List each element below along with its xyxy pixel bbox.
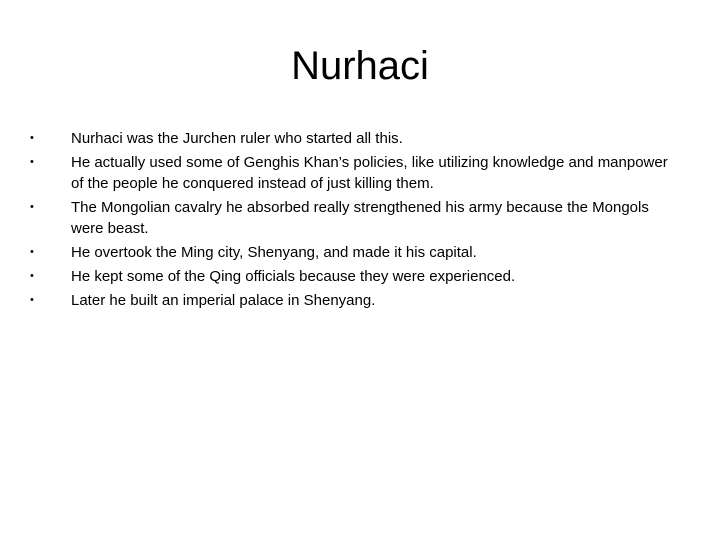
bullet-dot-icon: •	[30, 156, 34, 168]
bullet-text: He overtook the Ming city, Shenyang, and made it his capital.	[71, 244, 477, 261]
bullet-dot-icon: •	[30, 246, 34, 258]
bullet-item	[30, 290, 670, 311]
bullet-text: The Mongolian cavalry he absorbed really strengthened his army because the Mongols were beast.	[71, 199, 649, 237]
bullet-dot-icon: •	[30, 270, 34, 282]
bullet-item	[30, 197, 670, 239]
bullet-item	[30, 128, 670, 149]
bullet-dot-icon: •	[30, 294, 34, 306]
bullet-item	[30, 152, 670, 194]
bullet-item	[30, 266, 670, 287]
bullet-dot-icon: •	[30, 201, 34, 213]
bullet-text: Nurhaci was the Jurchen ruler who started all this.	[71, 130, 403, 147]
bullet-text: He kept some of the Qing officials because they were experienced.	[71, 268, 516, 285]
bullet-dot-icon: •	[30, 132, 34, 144]
bullet-list	[30, 128, 670, 314]
bullet-item	[30, 242, 670, 263]
slide-title: Nurhaci	[291, 44, 429, 88]
bullet-text: Later he built an imperial palace in Shenyang.	[71, 292, 376, 309]
bullet-text: He actually used some of Genghis Khan’s policies, like utilizing knowledge and manpower of the people he conquered instead of just killing them.	[71, 154, 668, 192]
